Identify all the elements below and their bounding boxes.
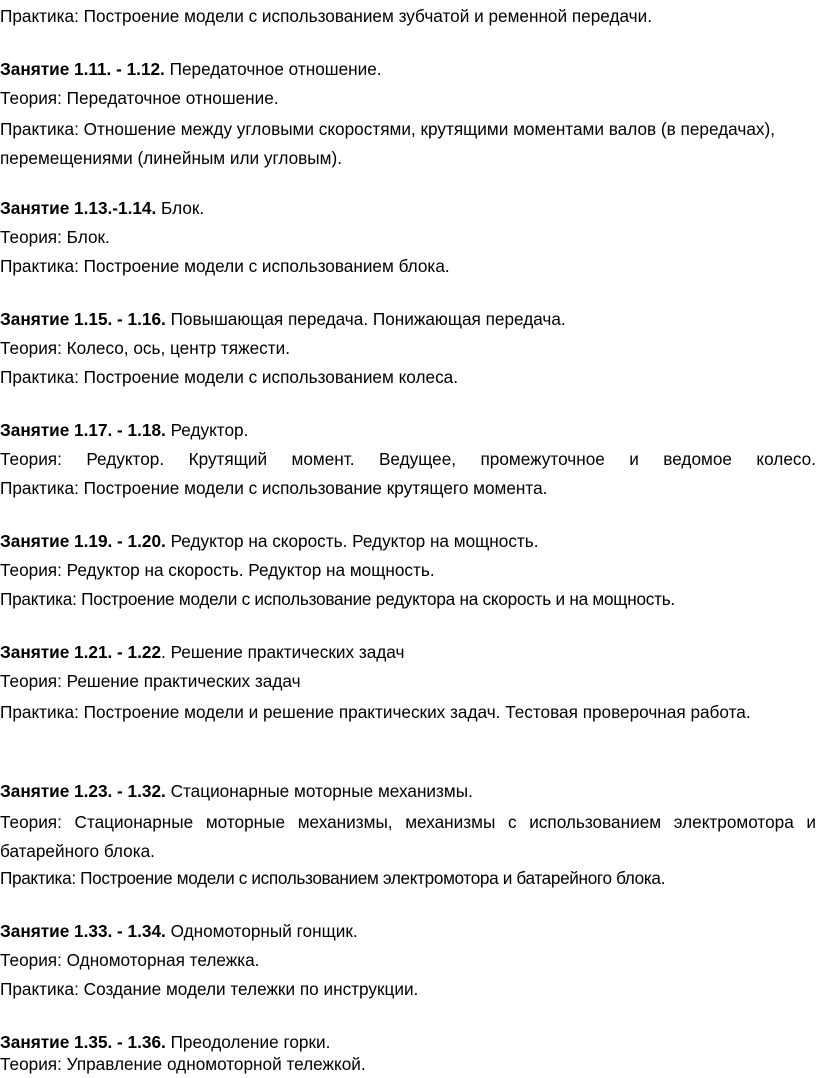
lesson-heading — [0, 640, 404, 664]
lesson-number: Занятие 1.15. - 1.16. — [0, 309, 166, 329]
lesson-title: Блок. — [156, 198, 205, 218]
lesson-title: Редуктор на скорость. Редуктор на мощность. — [165, 531, 539, 551]
lesson-practice: Практика: Построение модели с использование крутящего момента. — [0, 478, 548, 498]
lesson-theory: Теория: Колесо, ось, центр тяжести. — [0, 338, 290, 358]
lesson-title: Передаточное отношение. — [164, 59, 382, 79]
lesson-heading — [0, 418, 248, 442]
lesson-title: . Решение практических задач — [161, 642, 405, 662]
lesson-heading — [0, 196, 204, 220]
intro-practice: Практика: Построение модели с использованием зубчатой и ременной передачи. — [0, 6, 653, 26]
lesson-practice: Практика: Построение модели с использование редуктора на скорость и на мощность. — [0, 589, 675, 609]
lesson-theory: Теория: Блок. — [0, 227, 110, 247]
lesson-heading — [0, 307, 566, 331]
lesson-number: Занятие 1.19. - 1.20. — [0, 531, 166, 551]
lesson-number: Занятие 1.21. - 1.22 — [0, 642, 162, 662]
lesson-practice: Практика: Отношение между угловыми скоростями, крутящими моментами валов (в передачах), перемещениями (линейным или угловым). — [0, 119, 775, 168]
lesson-practice: Практика: Построение модели с использованием электромотора и батарейного блока. — [0, 868, 666, 888]
lesson-number: Занятие 1.13.-1.14. — [0, 198, 157, 218]
lesson-heading — [0, 529, 539, 553]
lesson-theory: Теория: Управление одномоторной тележкой. — [0, 1054, 366, 1074]
lesson-heading — [0, 779, 473, 803]
lesson-title: Редуктор. — [165, 420, 249, 440]
lesson-number: Занятие 1.35. - 1.36. — [0, 1032, 166, 1052]
lesson-number: Занятие 1.23. - 1.32. — [0, 781, 166, 801]
lesson-title: Стационарные моторные механизмы. — [165, 781, 473, 801]
lesson-theory: Теория: Решение практических задач — [0, 671, 301, 691]
lesson-heading — [0, 57, 382, 81]
lesson-theory: Теория: Стационарные моторные механизмы, механизмы с использованием электромотора и батарейного блока. — [0, 812, 816, 861]
lesson-number: Занятие 1.33. - 1.34. — [0, 921, 166, 941]
lesson-theory: Теория: Редуктор на скорость. Редуктор на мощность. — [0, 560, 435, 580]
lesson-title: Преодоление горки. — [165, 1032, 331, 1052]
lesson-practice: Практика: Построение модели и решение практических задач. Тестовая проверочная работа. — [0, 702, 751, 722]
lesson-practice: Практика: Построение модели с использованием колеса. — [0, 367, 458, 387]
lesson-number: Занятие 1.11. - 1.12. — [0, 59, 165, 79]
lesson-practice: Практика: Создание модели тележки по инструкции. — [0, 979, 419, 999]
lesson-theory: Теория: Одномоторная тележка. — [0, 950, 260, 970]
lesson-title: Повышающая передача. Понижающая передача. — [165, 309, 566, 329]
lesson-practice: Практика: Построение модели с использованием блока. — [0, 256, 450, 276]
lesson-theory: Теория: Редуктор. Крутящий момент. Ведущее, промежуточное и ведомое колесо. — [0, 449, 816, 469]
lesson-heading — [0, 1030, 330, 1054]
lesson-number: Занятие 1.17. - 1.18. — [0, 420, 166, 440]
lesson-title: Одномоторный гонщик. — [165, 921, 358, 941]
lesson-theory: Теория: Передаточное отношение. — [0, 88, 279, 108]
lesson-heading — [0, 919, 358, 943]
